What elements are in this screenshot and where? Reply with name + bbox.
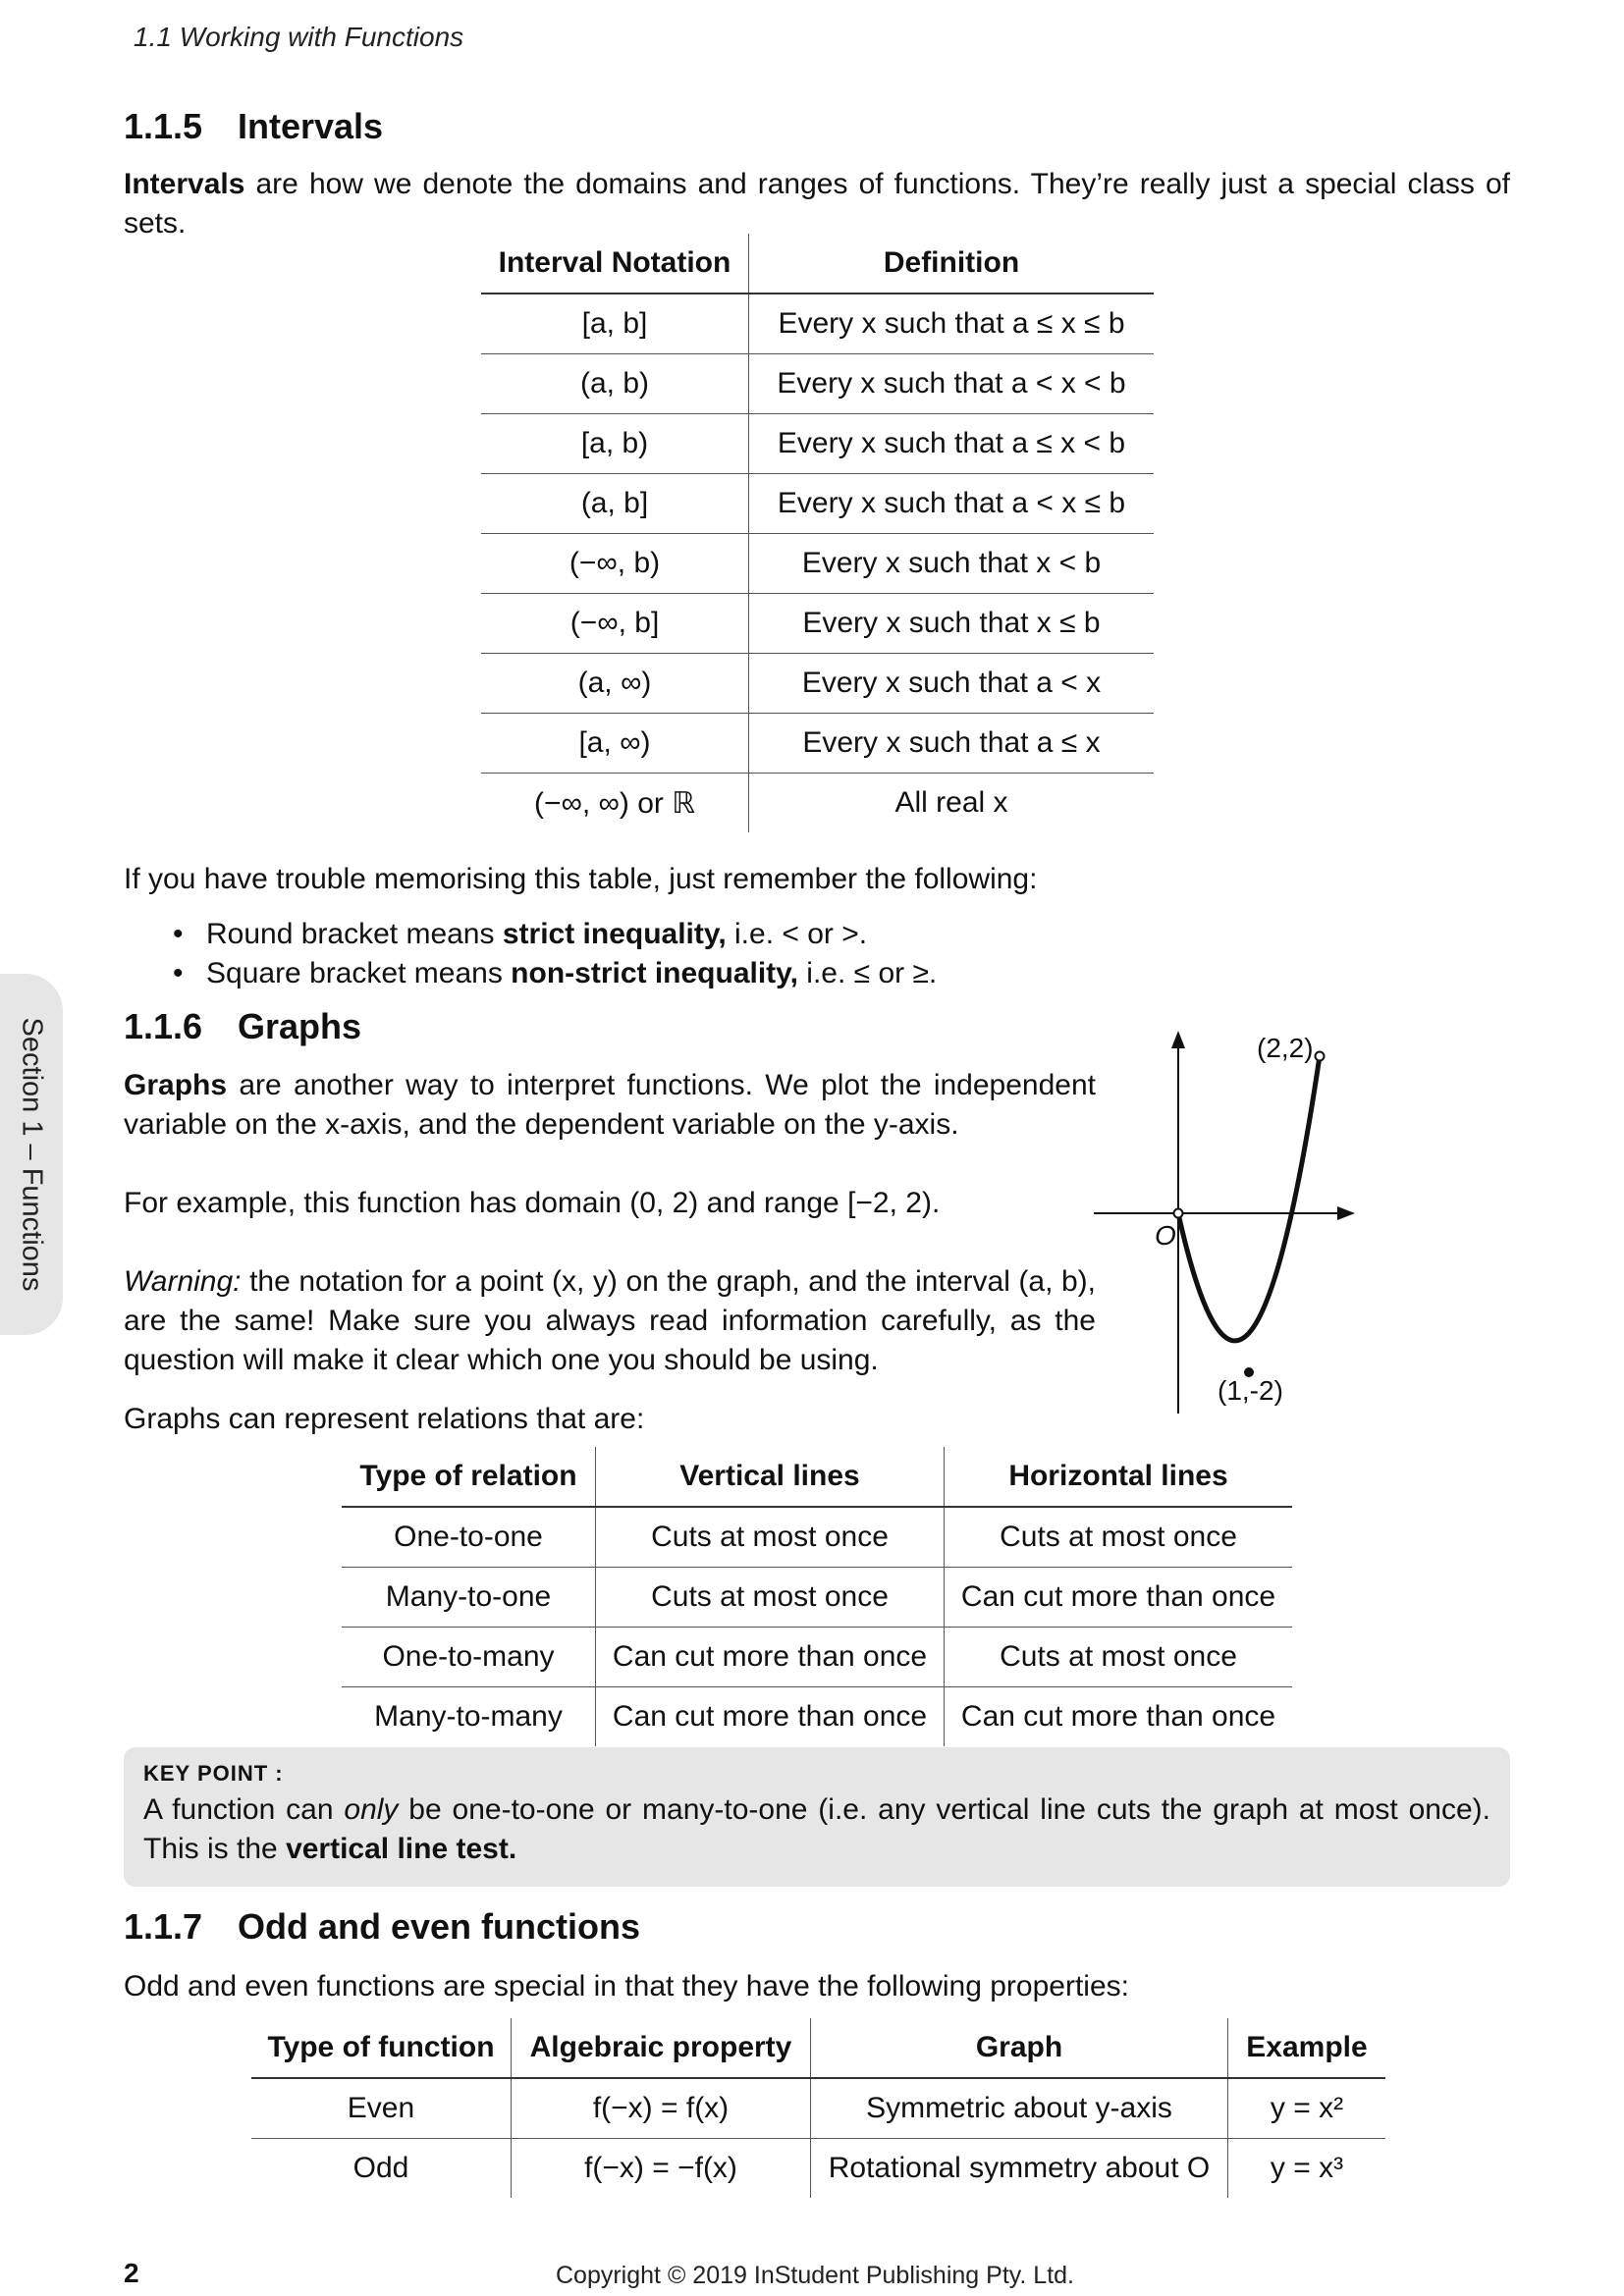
table-cell: Can cut more than once xyxy=(596,1687,945,1747)
memo-text: If you have trouble memorising this table, just remember the following: xyxy=(124,863,1038,895)
table-cell: Cuts at most once xyxy=(945,1507,1293,1568)
graphs-paragraph-1: Graphs are another way to interpret functions. We plot the independent variable on the x-axis, and the dependent variable on the y-axis. xyxy=(124,1069,1096,1141)
table-header-cell: Type of relation xyxy=(342,1447,596,1507)
table-cell: Symmetric about y-axis xyxy=(811,2078,1228,2139)
intervals-intro-bold: Intervals xyxy=(124,168,245,200)
table-row xyxy=(481,654,1154,714)
table-row xyxy=(481,594,1154,654)
section-heading-odd-even xyxy=(124,1906,640,1948)
page-number: 2 xyxy=(124,2258,139,2288)
table-row xyxy=(481,714,1154,774)
section-number: 1.1.7 xyxy=(124,1906,203,1947)
intervals-intro-rest: are how we denote the domains and ranges of functions. They’re really just a special class of sets. xyxy=(124,168,1510,240)
table-cell: Every x such that x ≤ b xyxy=(749,594,1155,654)
table-row xyxy=(342,1687,1292,1747)
key-point-title: KEY POINT : xyxy=(143,1761,284,1786)
x-axis-arrowhead xyxy=(1337,1206,1355,1220)
key-point-box xyxy=(124,1747,1510,1887)
section-side-tab xyxy=(0,974,63,1335)
table-cell: Even xyxy=(251,2078,512,2139)
table-row xyxy=(251,2139,1385,2199)
list-item: • Square bracket means non-strict inequality, i.e. ≤ or ≥. xyxy=(173,957,938,989)
table-cell: Many-to-many xyxy=(374,1700,563,1733)
point-label-top: (2,2) xyxy=(1257,1033,1314,1063)
parabola-graph xyxy=(1080,1021,1375,1433)
table-cell: All real x xyxy=(749,774,1155,833)
table-header-cell: Algebraic property xyxy=(512,2018,811,2078)
open-endpoint-top xyxy=(1316,1052,1325,1061)
open-endpoint-origin xyxy=(1174,1209,1183,1218)
bullet-list xyxy=(173,915,937,993)
table-header-cell: Graph xyxy=(811,2018,1228,2078)
relations-intro: Graphs can represent relations that are: xyxy=(124,1403,645,1435)
running-head: 1.1 Working with Functions xyxy=(134,22,464,52)
table-cell: One-to-many xyxy=(342,1628,596,1687)
table-cell: [a, ∞) xyxy=(481,714,749,774)
table-cell: f(−x) = f(x) xyxy=(512,2078,811,2139)
table-row xyxy=(342,1568,1292,1628)
table-cell: Cuts at most once xyxy=(596,1568,945,1628)
table-cell: Can cut more than once xyxy=(596,1628,945,1687)
table-cell: Every x such that a < x < b xyxy=(749,354,1155,414)
table-cell: (a, b) xyxy=(481,354,749,414)
table-cell: Every x such that a < x xyxy=(749,654,1155,714)
table-cell: (a, b] xyxy=(481,474,749,534)
table-cell: Odd xyxy=(352,2152,409,2184)
table-row xyxy=(481,534,1154,594)
relations-table xyxy=(342,1447,1292,1746)
table-cell: Rotational symmetry about O xyxy=(811,2139,1228,2199)
table-row xyxy=(481,414,1154,474)
table-cell: Cuts at most once xyxy=(945,1628,1293,1687)
table-cell: (−∞, ∞) or ℝ xyxy=(533,786,696,820)
table-cell: (−∞, b) xyxy=(481,534,749,594)
section-number: 1.1.5 xyxy=(124,106,203,146)
table-cell: Every x such that x < b xyxy=(749,534,1155,594)
copyright-notice: Copyright © 2019 InStudent Publishing Pty. Ltd. xyxy=(556,2262,1075,2289)
section-number: 1.1.6 xyxy=(124,1006,203,1046)
table-row xyxy=(251,2078,1385,2139)
function-curve xyxy=(1178,1056,1320,1341)
table-cell: (a, ∞) xyxy=(481,654,749,714)
table-cell: Can cut more than once xyxy=(945,1687,1293,1747)
section-heading-graphs xyxy=(124,1006,361,1047)
table-header-cell: Example xyxy=(1228,2018,1386,2078)
graphs-paragraph-2: For example, this function has domain (0, 2) and range [−2, 2). xyxy=(124,1187,941,1219)
section-title: Odd and even functions xyxy=(238,1906,641,1947)
table-cell: f(−x) = −f(x) xyxy=(512,2139,811,2199)
table-cell: Cuts at most once xyxy=(596,1507,945,1568)
table-row xyxy=(342,1628,1292,1687)
section-heading-intervals xyxy=(124,106,383,147)
table-row xyxy=(481,774,1154,833)
odd-even-table xyxy=(251,2018,1385,2198)
y-axis-arrowhead xyxy=(1171,1031,1185,1048)
table-cell: y = x² xyxy=(1228,2078,1386,2139)
table-cell: [a, b] xyxy=(481,294,749,354)
intervals-intro xyxy=(124,165,1510,243)
table-header-cell: Vertical lines xyxy=(596,1447,945,1507)
interval-notation-table xyxy=(481,234,1154,832)
table-cell: Every x such that a ≤ x ≤ b xyxy=(749,294,1155,354)
table-cell: Every x such that a < x ≤ b xyxy=(749,474,1155,534)
odd-even-intro: Odd and even functions are special in that they have the following properties: xyxy=(124,1970,1129,2002)
table-header-cell: Horizontal lines xyxy=(945,1447,1293,1507)
table-header-cell: Type of function xyxy=(251,2018,512,2078)
graphs-warning-paragraph: Warning: the notation for a point (x, y) on the graph, and the interval (a, b), are the same! Make sure you always read information carefully, as the question will make it clear which one you should be using. xyxy=(124,1265,1096,1376)
section-title: Intervals xyxy=(238,106,384,146)
key-point-text: A function can only be one-to-one or many-to-one (i.e. any vertical line cuts the graph at most once). This is the vertical line test. xyxy=(143,1793,1491,1865)
table-header-row xyxy=(481,234,1154,294)
table-cell: (−∞, b] xyxy=(481,594,749,654)
table-row xyxy=(481,294,1154,354)
table-header-row xyxy=(342,1447,1292,1507)
point-label-minimum: (1,-2) xyxy=(1218,1375,1283,1406)
table-cell: Many-to-one xyxy=(342,1568,596,1628)
table-row xyxy=(481,354,1154,414)
table-header-cell: Interval Notation xyxy=(481,234,749,294)
table-cell: Can cut more than once xyxy=(945,1568,1293,1628)
table-header-cell: Definition xyxy=(749,234,1155,294)
table-cell: One-to-one xyxy=(342,1507,596,1568)
table-row xyxy=(342,1507,1292,1568)
table-row xyxy=(481,474,1154,534)
table-cell: Every x such that a ≤ x < b xyxy=(749,414,1155,474)
list-item: • Round bracket means strict inequality, i.e. < or >. xyxy=(173,918,868,950)
side-tab-label: Section 1 – Functions xyxy=(16,1017,48,1292)
section-title: Graphs xyxy=(238,1006,362,1046)
table-cell: Every x such that a ≤ x xyxy=(749,714,1155,774)
origin-label: O xyxy=(1155,1220,1176,1251)
table-cell: [a, b) xyxy=(481,414,749,474)
table-header-row xyxy=(251,2018,1385,2078)
table-cell: y = x³ xyxy=(1228,2139,1386,2199)
